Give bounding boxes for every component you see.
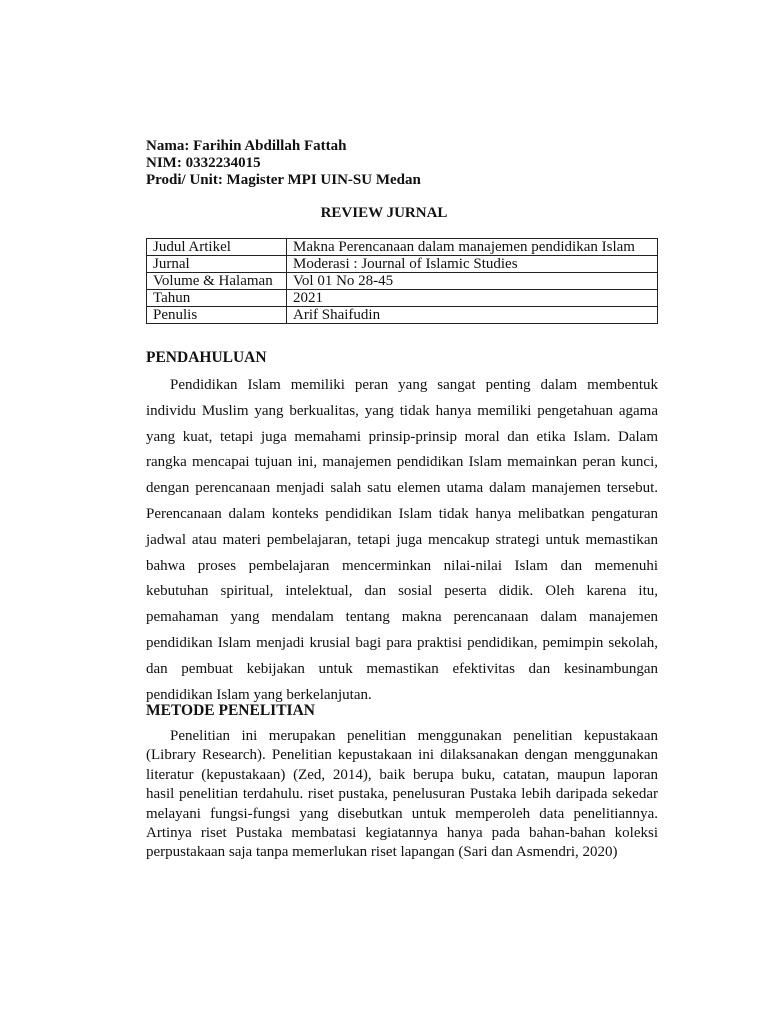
table-key: Jurnal (147, 256, 287, 273)
student-info (146, 138, 421, 189)
table-row (147, 273, 658, 290)
student-name: Nama: Farihin Abdillah Fattah (146, 138, 347, 154)
paragraph-line: pendidikan Islam yang berkelanjutan. (146, 686, 372, 703)
paragraph-line: Penelitian ini merupakan penelitian menggunakan penelitian kepustakaan (170, 728, 658, 744)
table-row (147, 307, 658, 324)
table-row (147, 290, 658, 307)
table-row (147, 256, 658, 273)
student-prodi: Prodi/ Unit: Magister MPI UIN-SU Medan (146, 172, 421, 188)
table-key: Volume & Halaman (147, 273, 287, 290)
paragraph-line: melayani fungsi-fungsi yang disebutkan untuk memperoleh data penelitiannya. (146, 805, 658, 822)
table-value: Arif Shaifudin (287, 307, 658, 324)
paragraph-metode (146, 727, 658, 863)
paragraph-line: kebutuhan spiritual, intelektual, dan sosial peserta didik. Oleh karena itu, (146, 583, 658, 600)
paragraph-pendahuluan (146, 373, 658, 708)
student-nim: NIM: 0332234015 (146, 155, 261, 171)
paragraph-line: dan pembuat kebijakan untuk memastikan efektivitas dan kesinambungan (146, 660, 658, 677)
section-heading-metode: METODE PENELITIAN (146, 702, 315, 719)
paragraph-line: literatur (kepustakaan) (Zed, 2014), baik berupa buku, catatan, maupun laporan (146, 766, 658, 783)
table-row (147, 239, 658, 256)
paragraph-line: jadwal atau materi pembelajaran, tetapi juga mencakup strategi untuk memastikan (146, 531, 658, 548)
table-key: Tahun (147, 290, 287, 307)
paragraph-line: dengan perencanaan menjadi salah satu elemen utama dalam manajemen tersebut. (146, 480, 658, 497)
paragraph-line: Perencanaan dalam konteks pendidikan Islam tidak hanya melibatkan pengaturan (146, 505, 658, 522)
paragraph-line: (Library Research). Penelitian kepustakaan ini dilaksanakan dengan menggunakan (146, 747, 658, 764)
table-value: Moderasi : Journal of Islamic Studies (287, 256, 658, 273)
table-key: Judul Artikel (147, 239, 287, 256)
paragraph-line: hasil penelitian terdahulu. riset pustaka, penelusuran Pustaka lebih daripada sekedar (146, 786, 658, 803)
paragraph-line: pemahaman yang mendalam tentang makna perencanaan dalam manajemen (146, 609, 658, 626)
document-title: REVIEW JURNAL (320, 205, 448, 221)
table-value: Vol 01 No 28-45 (287, 273, 658, 290)
table-key: Penulis (147, 307, 287, 324)
paragraph-line: Artinya riset Pustaka membatasi kegiatannya hanya pada bahan-bahan koleksi (146, 825, 658, 842)
paragraph-line: rangka mencapai tujuan ini, manajemen pendidikan Islam memainkan peran kunci, (146, 454, 658, 471)
paragraph-line: individu Muslim yang berkualitas, yang tidak hanya memiliki pengetahuan agama (146, 402, 658, 419)
table-value: 2021 (287, 290, 658, 307)
section-heading-pendahuluan: PENDAHULUAN (146, 349, 267, 366)
table-value: Makna Perencanaan dalam manajemen pendidikan Islam (287, 239, 658, 256)
paragraph-line: perpustakaan saja tanpa memerlukan riset lapangan (Sari dan Asmendri, 2020) (146, 844, 618, 861)
paragraph-line: Pendidikan Islam memiliki peran yang sangat penting dalam membentuk (170, 377, 658, 393)
paragraph-line: pendidikan Islam menjadi krusial bagi para praktisi pendidikan, pemimpin sekolah, (146, 634, 658, 651)
paragraph-line: yang kuat, tetapi juga memahami prinsip-prinsip moral dan etika Islam. Dalam (146, 428, 658, 445)
paragraph-line: bahwa proses pembelajaran mencerminkan nilai-nilai Islam dan memenuhi (146, 557, 658, 574)
journal-info-table (146, 238, 658, 324)
